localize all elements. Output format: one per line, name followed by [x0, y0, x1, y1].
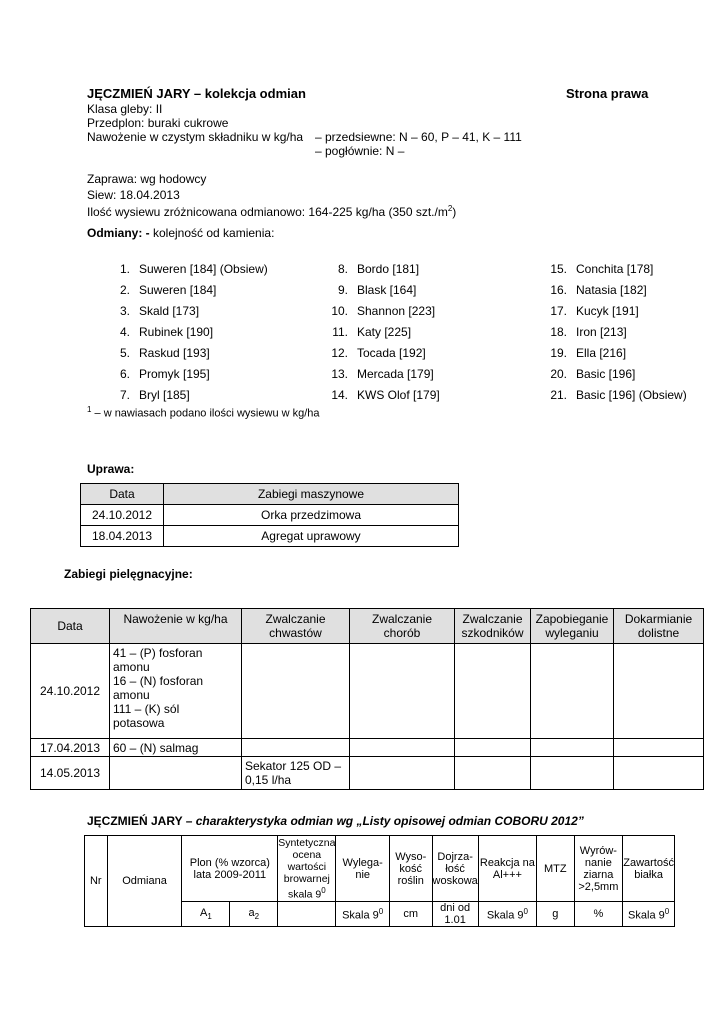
fertilization-presowing: – przedsiewne: N – 60, P – 41, K – 111 — [315, 130, 522, 144]
care-weeds-header: Zwalczanie chwastów — [242, 609, 350, 644]
care-foliar-header: Dokarmianie dolistne — [614, 609, 704, 644]
care-date: 24.10.2012 — [31, 644, 110, 739]
varieties-heading: Odmiany: - kolejność od kamienia: — [87, 226, 275, 240]
list-item: 16. Natasia [182] — [550, 283, 647, 297]
chars-protein-header: Zawartość białka — [623, 836, 675, 902]
list-item: 6. Promyk [195] — [119, 367, 210, 381]
chars-yield-header: Plon (% wzorca) lata 2009-2011 — [182, 836, 278, 902]
list-item: 7. Bryl [185] — [119, 388, 190, 402]
list-item: 10. Shannon [223] — [331, 304, 436, 318]
chars-unit-lodging: Skala $9^0$ — [336, 902, 390, 927]
table-row — [81, 505, 459, 526]
care-date: 14.05.2013 — [31, 757, 110, 790]
list-item: 2. Suweren [184] — [119, 283, 217, 297]
list-item: 19. Ella [216] — [550, 346, 627, 360]
page-side-label: Strona prawa — [566, 86, 649, 101]
soil-class: Klasa gleby: II — [87, 102, 163, 116]
chars-nr-header: Nr — [85, 836, 108, 927]
care-heading: Zabiegi pielęgnacyjne: — [64, 567, 193, 581]
tillage-date: 18.04.2013 — [81, 526, 164, 547]
chars-table — [84, 835, 675, 927]
list-item: 18. Iron [213] — [550, 325, 627, 339]
list-item: 13. Mercada [179] — [331, 367, 434, 381]
care-weeds: Sekator 125 OD – 0,15 l/ha — [242, 757, 350, 790]
sowing-date: Siew: 18.04.2013 — [87, 188, 180, 202]
list-item: 15. Conchita [178] — [550, 262, 654, 276]
list-item: 8. Bordo [181] — [337, 262, 420, 276]
list-item: 4. Rubinek [190] — [119, 325, 214, 339]
table-row — [31, 644, 704, 739]
chars-lodging-header: Wylega-nie — [336, 836, 390, 902]
tillage-date: 24.10.2012 — [81, 505, 164, 526]
care-table — [30, 608, 704, 790]
list-item: 12. Tocada [192] — [331, 346, 426, 360]
list-item: 21. Basic [196] (Obsiew) — [550, 388, 687, 402]
tillage-op: Agregat uprawowy — [164, 526, 459, 547]
chars-unit-a2: $a_2$ — [230, 902, 278, 927]
tillage-table — [80, 483, 459, 547]
chars-unit-evenness: % — [574, 902, 623, 927]
chars-ripeness-header: Dojrza-łość woskowa — [432, 836, 478, 902]
care-pests-header: Zwalczanie szkodników — [455, 609, 531, 644]
list-item: 3. Skald [173] — [119, 304, 200, 318]
chars-unit-height: cm — [389, 902, 432, 927]
tillage-date-header: Data — [81, 484, 164, 505]
seed-dressing: Zaprawa: wg hodowcy — [87, 172, 207, 186]
table-row — [31, 757, 704, 790]
care-fert: 41 – (P) fosforan amonu 16 – (N) fosforan amonu 111 – (K) sól potasowa — [110, 644, 242, 739]
chars-al-header: Reakcja na Al+++ — [478, 836, 536, 902]
care-diseases-header: Zwalczanie chorób — [350, 609, 455, 644]
chars-mtz-header: MTZ — [537, 836, 574, 902]
list-item: 11. Katy [225] — [332, 325, 412, 339]
fertilization-label: Nawożenie w czystym składniku w kg/ha — [87, 130, 304, 144]
chars-unit-mtz: g — [537, 902, 574, 927]
chars-unit-ripeness: dni od 1.01 — [432, 902, 478, 927]
chars-unit-protein: Skala $9^0$ — [623, 902, 675, 927]
list-item: 17. Kucyk [191] — [550, 304, 639, 318]
tillage-op: Orka przedzimowa — [164, 505, 459, 526]
page-title: JĘCZMIEŃ JARY – kolekcja odmian — [87, 86, 306, 101]
chars-unit-al: Skala $9^0$ — [478, 902, 536, 927]
list-item: 9. Blask [164] — [337, 283, 417, 297]
footnote: $^1$ – w nawiasach podano ilości wysiewu w kg/ha — [87, 405, 320, 420]
chars-variety-header: Odmiana — [107, 836, 182, 927]
care-date: 17.04.2013 — [31, 739, 110, 757]
seeding-rate: Ilość wysiewu zróżnicowana odmianowo: 164-225 kg/ha (350 $szt./m^2$) — [87, 204, 457, 219]
care-date-header: Data — [31, 609, 110, 644]
chars-height-header: Wyso-kość roślin — [389, 836, 432, 902]
list-item: 5. Raskud [193] — [119, 346, 210, 360]
chars-unit-a1: $A_1$ — [182, 902, 230, 927]
fertilization-topdressing: – pogłównie: N – — [315, 144, 405, 158]
care-fert: 60 – (N) salmag — [110, 739, 242, 757]
list-item: 20. Basic [196] — [550, 367, 636, 381]
list-item: 14. KWS Olof [179] — [331, 388, 440, 402]
forecrop: Przedplon: buraki cukrowe — [87, 116, 229, 130]
chars-brewing-header: Syntetyczna ocena wartości browarnej skala $9^0$ — [278, 836, 336, 901]
care-lodging-header: Zapobieganie wyleganiu — [531, 609, 614, 644]
tillage-ops-header: Zabiegi maszynowe — [164, 484, 459, 505]
table-row — [31, 739, 704, 757]
chars-heading: JĘCZMIEŃ JARY – charakterystyka odmian wg „Listy opisowej odmian COBORU 2012” — [87, 814, 584, 828]
care-fert-header: Nawożenie w kg/ha — [110, 609, 242, 644]
tillage-heading: Uprawa: — [87, 462, 135, 476]
table-row — [81, 526, 459, 547]
list-item: 1. Suweren [184] (Obsiew) — [119, 262, 268, 276]
chars-evenness-header: Wyrów-nanie ziarna >2,5mm — [574, 836, 623, 902]
